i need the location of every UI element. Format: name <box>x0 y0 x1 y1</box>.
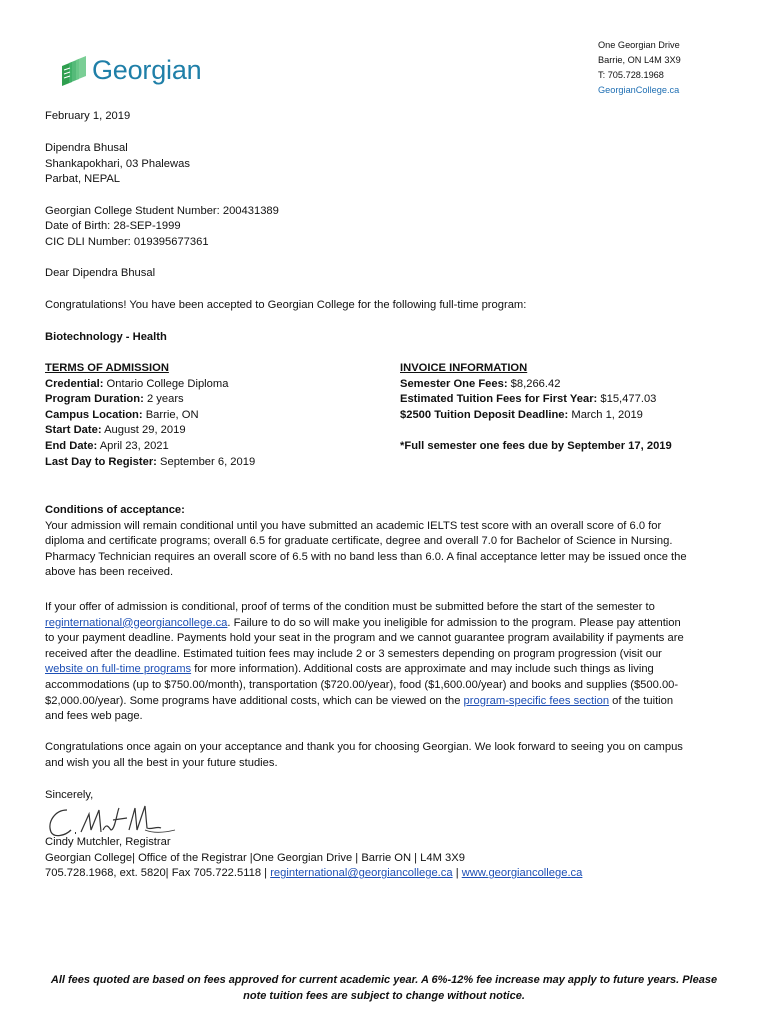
terms-label: Program Duration: <box>45 393 144 406</box>
terms-row <box>45 423 255 439</box>
offer-line <box>45 662 684 678</box>
program-fees-link[interactable]: program-specific fees section <box>463 694 610 707</box>
invoice-row <box>400 392 672 408</box>
invoice-value: $15,477.03 <box>597 393 657 406</box>
signatory-name: Cindy Mutchler, Registrar <box>45 836 171 848</box>
handwritten-signature <box>45 800 180 840</box>
terms-value: Barrie, ON <box>142 408 199 421</box>
disclaimer-line: All fees quoted are based on fees approved for current academic year. A 6%-12% fee increase may apply to future years. Please <box>50 974 718 986</box>
terms-row <box>45 439 255 455</box>
terms-label: End Date: <box>45 439 98 452</box>
contact-address-line1: One Georgian Drive <box>598 40 680 50</box>
terms-value: 2 years <box>143 393 184 406</box>
conditions-line: Pharmacy Technician requires an overall score of 6.5 with no band less than 6.0. A final acceptance letter may be issued once the <box>45 550 687 563</box>
terms-row <box>45 392 255 408</box>
disclaimer-line: note tuition fees are subject to change without notice. <box>243 990 525 1002</box>
offer-line <box>45 694 684 710</box>
offer-paragraph <box>45 600 684 725</box>
cic-dli-number: CIC DLI Number: 019395677361 <box>45 236 209 248</box>
fees-disclaimer <box>40 972 728 1004</box>
offer-line: If your offer of admission is conditional, proof of terms of the condition must be submitted before the start of the semester to <box>45 601 655 613</box>
georgian-mark-icon <box>60 56 88 86</box>
contact-address-line2: Barrie, ON L4M 3X9 <box>598 55 681 65</box>
closing-line: and wish you all the best in your future studies. <box>45 756 278 769</box>
separator: | <box>452 867 462 880</box>
invoice-row <box>400 377 672 393</box>
sincerely: Sincerely, <box>45 789 94 801</box>
terms-label: Last Day to Register: <box>45 455 157 468</box>
college-contact-block <box>598 38 681 98</box>
invoice-due-note: *Full semester one fees due by September 17, 2019 <box>400 439 672 452</box>
signature-website-link[interactable]: www.georgiancollege.ca <box>461 867 583 880</box>
terms-heading: TERMS OF ADMISSION <box>45 362 169 374</box>
registrar-email-link[interactable]: reginternational@georgiancollege.ca <box>45 616 228 629</box>
phone-fax: 705.728.1968, ext. 5820| Fax 705.722.5118 | <box>45 867 271 880</box>
contact-phone: T: 705.728.1968 <box>598 70 664 80</box>
offer-text: . Failure to do so will make you ineligible for admission to the program. Please pay attention <box>227 616 681 629</box>
terms-row <box>45 455 255 471</box>
terms-label: Credential: <box>45 377 104 390</box>
terms-row <box>45 408 255 424</box>
conditions-heading: Conditions of acceptance: <box>45 504 185 516</box>
terms-value: August 29, 2019 <box>101 424 186 437</box>
offer-text: for more information). Additional costs are approximate and may include such things as living <box>191 663 654 676</box>
offer-line: received after the deadline. Estimated tuition fees may include 2 or 3 semesters depending on program progression (visit our <box>45 647 662 660</box>
offer-line: and fees web page. <box>45 710 143 723</box>
program-name: Biotechnology - Health <box>45 331 167 343</box>
contact-website-link[interactable]: GeorgianCollege.ca <box>598 85 680 95</box>
terms-row <box>45 377 255 393</box>
terms-value: Ontario College Diploma <box>103 377 229 390</box>
terms-value: April 23, 2021 <box>97 439 169 452</box>
invoice-label: Semester One Fees: <box>400 377 508 390</box>
terms-value: September 6, 2019 <box>156 455 256 468</box>
invoice-information <box>400 361 672 455</box>
terms-of-admission <box>45 361 255 470</box>
conditions-line: diploma and certificate programs; overall 6.5 for graduate certificate, degree and overall 7.0 for Bachelor of Science in Nursing. <box>45 535 673 548</box>
georgian-logo <box>60 55 201 86</box>
student-number: Georgian College Student Number: 200431389 <box>45 205 279 217</box>
logo-wordmark: Georgian <box>92 55 202 85</box>
date-of-birth: Date of Birth: 28-SEP-1999 <box>45 220 181 232</box>
signatory-contact <box>45 866 582 882</box>
offer-text: $2,000.00/year). Some programs have additional costs, which can be viewed on the <box>45 694 464 707</box>
invoice-label: $2500 Tuition Deposit Deadline: <box>400 408 569 421</box>
terms-label: Campus Location: <box>45 408 143 421</box>
salutation: Dear Dipendra Bhusal <box>45 267 156 279</box>
offer-line: accommodations (up to $750.00/month), transportation ($720.00/year), food ($1,600.00/year) and books and supplies ($500.00- <box>45 678 679 691</box>
offer-line: to your payment deadline. Payments hold your seat in the program and we cannot guarantee program availability if payments are <box>45 632 684 645</box>
invoice-heading: INVOICE INFORMATION <box>400 362 528 374</box>
conditions-line: Your admission will remain conditional until you have submitted an academic IELTS test score with an overall score of 6.0 for <box>45 519 662 532</box>
invoice-value: March 1, 2019 <box>568 408 643 421</box>
closing-line: Congratulations once again on your acceptance and thank you for choosing Georgian. We look forward to seeing you on campus <box>45 741 683 753</box>
signatory-office: Georgian College| Office of the Registrar |One Georgian Drive | Barrie ON | L4M 3X9 <box>45 851 465 864</box>
signatory-block <box>45 835 582 882</box>
recipient-name: Dipendra Bhusal <box>45 142 128 154</box>
closing-paragraph <box>45 740 683 771</box>
invoice-value: $8,266.42 <box>507 377 561 390</box>
conditions-line: above has been received. <box>45 566 174 579</box>
invoice-label: Estimated Tuition Fees for First Year: <box>400 393 598 406</box>
letter-date: February 1, 2019 <box>45 110 131 122</box>
recipient-address-line1: Shankapokhari, 03 Phalewas <box>45 158 190 170</box>
invoice-row <box>400 408 672 424</box>
conditions-of-acceptance <box>45 503 687 581</box>
full-time-programs-link[interactable]: website on full-time programs <box>45 663 192 676</box>
signature-email-link[interactable]: reginternational@georgiancollege.ca <box>270 867 453 880</box>
acceptance-statement: Congratulations! You have been accepted to Georgian College for the following full-time program: <box>45 299 527 311</box>
offer-line <box>45 616 684 632</box>
recipient-address-line2: Parbat, NEPAL <box>45 173 121 185</box>
terms-label: Start Date: <box>45 424 102 437</box>
offer-text: of the tuition <box>609 694 674 707</box>
